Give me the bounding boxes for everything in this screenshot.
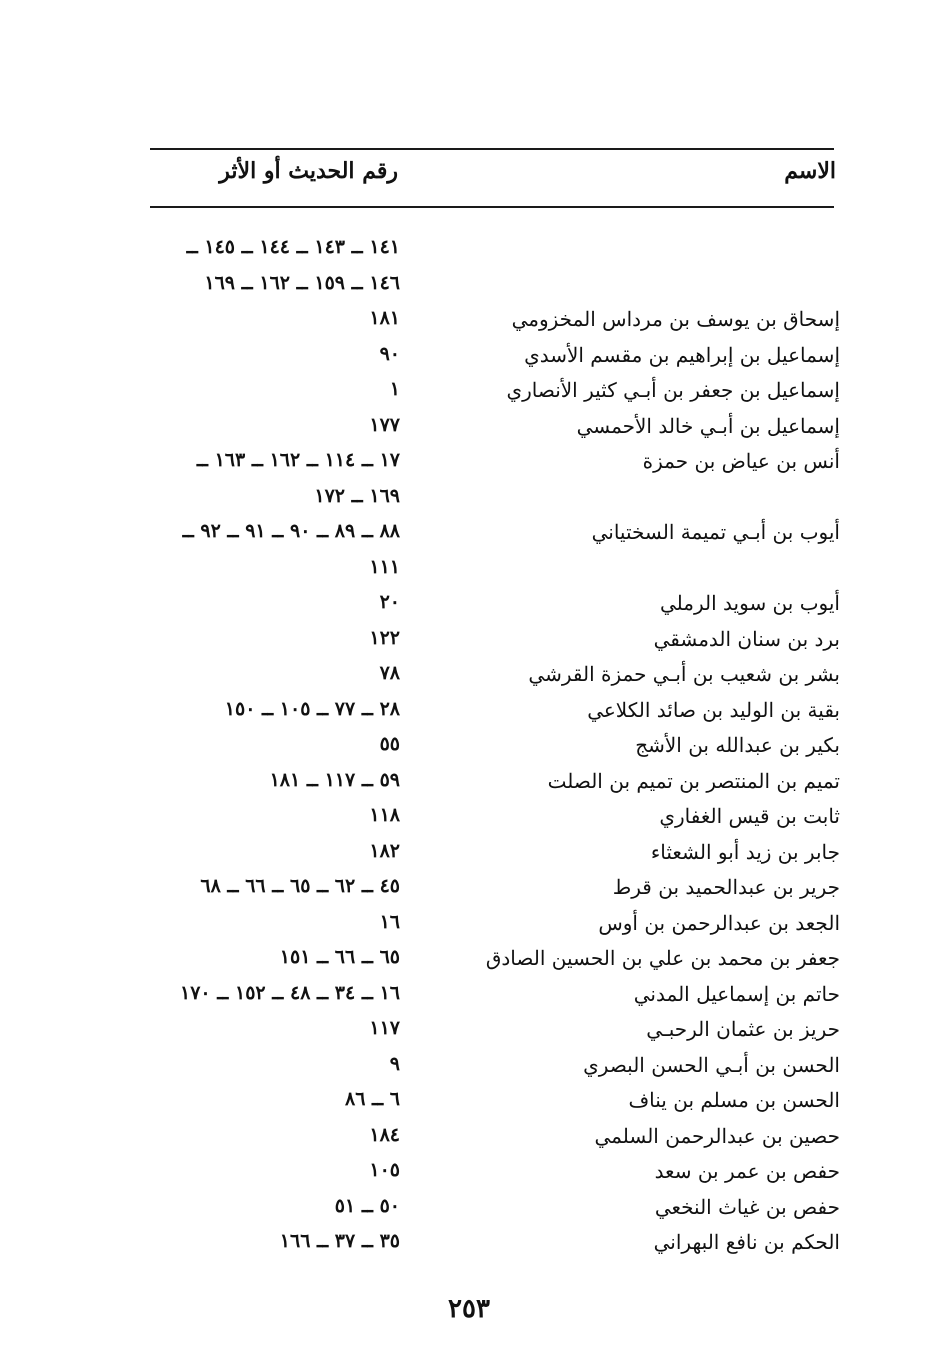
- narrator-name: جعفر بن محمد بن علي بن الحسين الصادق: [485, 946, 840, 970]
- narrator-name: ثابت بن قيس الغفاري: [659, 804, 840, 828]
- narrator-name: حريز بن عثمان الرحبـي: [646, 1017, 840, 1041]
- table-row: [150, 587, 840, 623]
- narrator-name: بقية بن الوليد بن صائد الكلاعي: [587, 697, 840, 722]
- hadith-numbers: ١٨٢: [369, 839, 400, 862]
- narrator-name: حفص بن غياث النخعي: [654, 1194, 840, 1219]
- hadith-numbers: ١١٧: [369, 1017, 400, 1039]
- hadith-numbers: ٣٥ ــ ٣٧ ــ ١٦٦: [279, 1230, 400, 1252]
- page-number: ٢٥٣: [448, 1294, 490, 1324]
- hadith-numbers: ١١٨: [369, 804, 400, 826]
- narrator-name: أيوب بن أبـي تميمة السختياني: [591, 520, 840, 544]
- hadith-numbers: ٢٨ ــ ٧٧ ــ ١٠٥ ــ ١٥٠: [224, 697, 400, 720]
- table-row: [150, 694, 840, 730]
- narrator-name: الحكم بن نافع البهراني: [653, 1230, 840, 1254]
- hadith-numbers: ٢٠: [379, 591, 400, 613]
- hadith-numbers: ١١١: [369, 555, 400, 578]
- hadith-numbers: ٨٨ ــ ٨٩ ــ ٩٠ ــ ٩١ ــ ٩٢ ــ: [182, 520, 400, 542]
- narrator-name: أيوب بن سويد الرملي: [660, 591, 840, 615]
- hadith-numbers: ٧٨: [379, 662, 400, 684]
- table-row: [150, 836, 840, 872]
- table-row: [150, 268, 840, 304]
- column-header-name: الاسم: [784, 158, 836, 184]
- narrator-name: حفص بن عمر بن سعد: [654, 1159, 840, 1183]
- index-table: [150, 232, 840, 1262]
- narrator-name: إسماعيل بن إبراهيم بن مقسم الأسدي: [524, 342, 840, 367]
- hadith-numbers: ١٤٦ ــ ١٥٩ ــ ١٦٢ ــ ١٦٩: [204, 271, 400, 294]
- hadith-numbers: ١٢٢: [369, 626, 400, 649]
- table-row: [150, 303, 840, 339]
- hadith-numbers: ١٦: [379, 910, 400, 933]
- table-row: [150, 765, 840, 801]
- narrator-name: إسماعيل بن أبـي خالد الأحمسي: [576, 413, 840, 438]
- table-row: [150, 1013, 840, 1049]
- hadith-numbers: ١٦ ــ ٣٤ ــ ٤٨ ــ ١٥٢ ــ ١٧٠: [179, 981, 400, 1004]
- header-top-rule: [150, 148, 834, 150]
- narrator-name: الحسن بن مسلم بن يناف: [628, 1088, 840, 1112]
- hadith-numbers: ١٨١: [369, 307, 400, 329]
- table-row: [150, 978, 840, 1014]
- hadith-numbers: ١: [389, 378, 400, 400]
- hadith-numbers: ٩٠: [379, 342, 400, 365]
- narrator-name: برد بن سنان الدمشقي: [653, 626, 840, 651]
- table-row: [150, 1049, 840, 1085]
- hadith-numbers: ٦٥ ــ ٦٦ ــ ١٥١: [279, 946, 400, 968]
- narrator-name: تميم بن المنتصر بن تميم بن الصلت: [547, 768, 840, 793]
- table-row: [150, 232, 840, 268]
- table-row: [150, 374, 840, 410]
- narrator-name: حصين بن عبدالرحمن السلمي: [594, 1123, 840, 1148]
- hadith-numbers: ٩: [389, 1052, 400, 1075]
- hadith-numbers: ١٤١ ــ ١٤٣ ــ ١٤٤ ــ ١٤٥ ــ: [186, 236, 400, 258]
- hadith-numbers: ١٦٩ ــ ١٧٢: [314, 484, 400, 507]
- narrator-name: الجعد بن عبدالرحمن بن أوس: [598, 910, 840, 935]
- hadith-numbers: ٦ ــ ٨٦: [344, 1088, 400, 1110]
- narrator-name: بشر بن شعيب بن أبـي حمزة القرشي: [528, 662, 840, 686]
- table-row: [150, 1084, 840, 1120]
- table-row: [150, 1226, 840, 1262]
- hadith-numbers: ٥٠ ــ ٥١: [334, 1194, 400, 1217]
- table-row: [150, 1120, 840, 1156]
- table-row: [150, 907, 840, 943]
- header-bottom-rule: [150, 206, 834, 208]
- narrator-name: أنس بن عياض بن حمزة: [642, 449, 840, 473]
- table-row: [150, 1155, 840, 1191]
- table-row: [150, 658, 840, 694]
- hadith-numbers: ٥٩ ــ ١١٧ ــ ١٨١: [269, 768, 400, 791]
- narrator-name: جابر بن زيد أبو الشعثاء: [650, 839, 840, 864]
- table-row: [150, 445, 840, 481]
- narrator-name: حاتم بن إسماعيل المدني: [633, 981, 840, 1006]
- narrator-name: جرير بن عبدالحميد بن قرط: [612, 875, 840, 899]
- column-header-number: رقم الحديث أو الأثر: [219, 158, 398, 184]
- hadith-numbers: ٤٥ ــ ٦٢ ــ ٦٥ ــ ٦٦ ــ ٦٨: [200, 875, 400, 897]
- narrator-name: إسحاق بن يوسف بن مرداس المخزومي: [511, 307, 840, 331]
- hadith-numbers: ١٧ ــ ١١٤ ــ ١٦٢ ــ ١٦٣ ــ: [196, 449, 400, 471]
- narrator-name: إسماعيل بن جعفر بن أبـي كثير الأنصاري: [506, 378, 840, 402]
- table-row: [150, 410, 840, 446]
- narrator-name: بكير بن عبدالله بن الأشج: [635, 733, 840, 757]
- table-row: [150, 481, 840, 517]
- table-row: [150, 339, 840, 375]
- table-row: [150, 871, 840, 907]
- hadith-numbers: ٥٥: [379, 733, 400, 755]
- table-row: [150, 552, 840, 588]
- table-row: [150, 1191, 840, 1227]
- hadith-numbers: ١٨٤: [369, 1123, 400, 1146]
- table-row: [150, 942, 840, 978]
- table-row: [150, 800, 840, 836]
- hadith-numbers: ١٧٧: [369, 413, 400, 436]
- table-row: [150, 516, 840, 552]
- narrator-name: الحسن بن أبـي الحسن البصري: [583, 1052, 840, 1077]
- hadith-numbers: ١٠٥: [369, 1159, 400, 1181]
- table-row: [150, 623, 840, 659]
- table-row: [150, 729, 840, 765]
